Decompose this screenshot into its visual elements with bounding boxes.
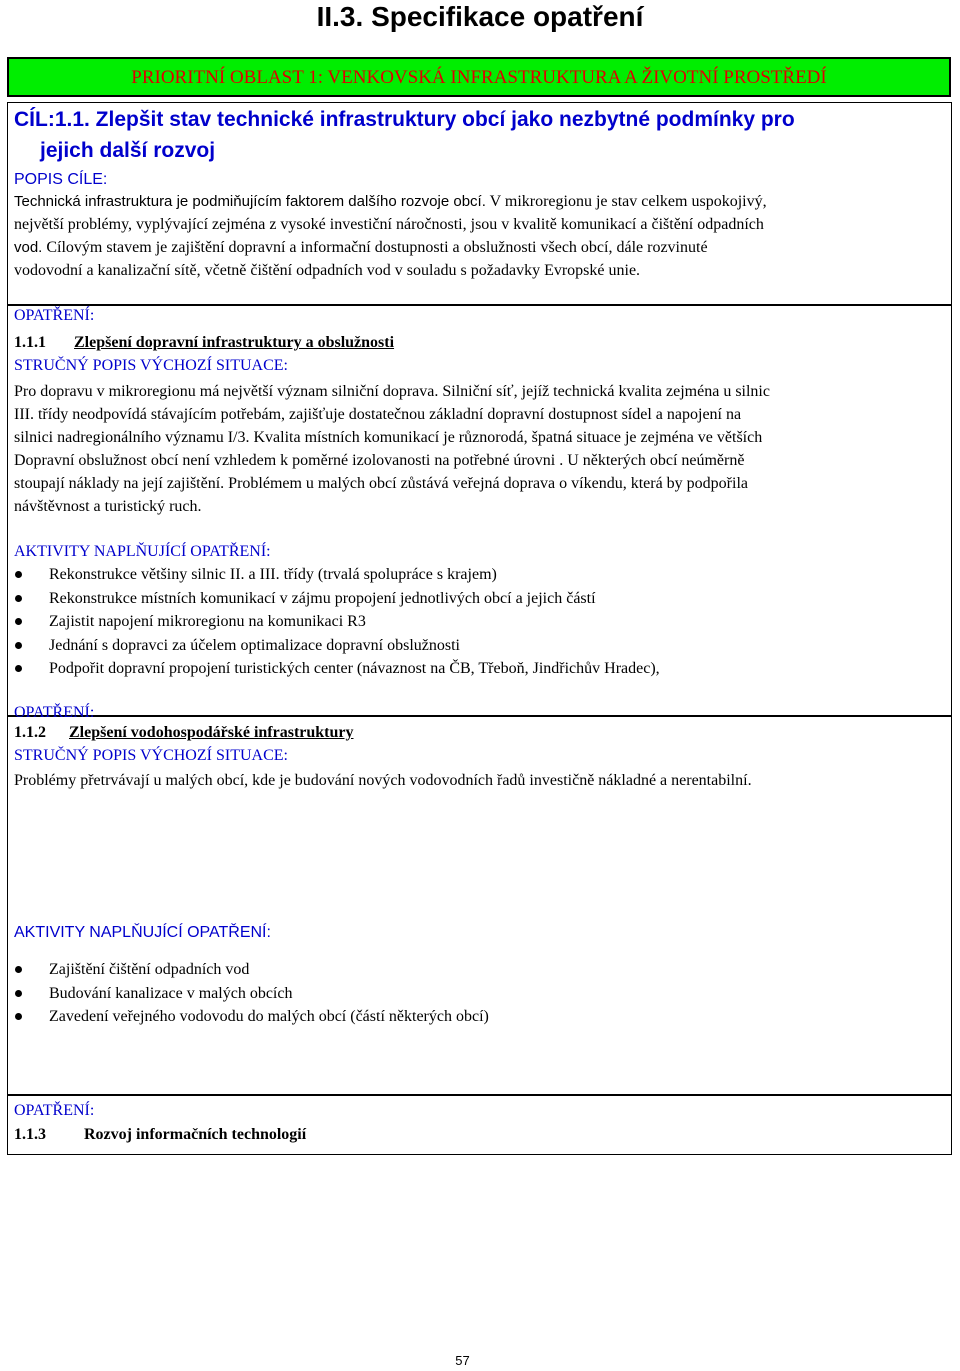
measure-1-situation-line: stoupají náklady na její zajištění. Problémem u malých obcí zůstává veřejná doprava o víkendu, která by podpořila	[14, 475, 748, 492]
page-number: 57	[455, 1353, 470, 1368]
list-item: Rekonstrukce většiny silnic II. a III. třídy (trvalá spolupráce s krajem)	[14, 563, 660, 587]
measure-2-title: Zlepšení vodohospodářské infrastruktury	[69, 724, 354, 741]
goal-description-line1-rest: V mikroregionu je stav celkem uspokojivý,	[485, 193, 767, 210]
list-item: Zajištění čištění odpadních vod	[14, 958, 489, 982]
measure-3-label: OPATŘENÍ:	[14, 1102, 95, 1119]
measure-1-situation	[14, 380, 948, 518]
list-item: Zajistit napojení mikroregionu na komunikaci R3	[14, 610, 660, 634]
measure-1-situation-line: Pro dopravu v mikroregionu má největší význam silniční doprava. Silniční síť, jejíž technická kvalita zejména u silnic	[14, 383, 770, 400]
measure-3-title: Rozvoj informačních technologií	[84, 1126, 307, 1143]
measure-2-activities-label: AKTIVITY NAPLŇUJÍCÍ OPATŘENÍ:	[14, 924, 271, 941]
goal-description-label: POPIS CÍLE:	[14, 171, 108, 188]
measure-1-number: 1.1.1	[14, 334, 46, 351]
priority-area-banner: PRIORITNÍ OBLAST 1: VENKOVSKÁ INFRASTRUKTURA A ŽIVOTNÍ PROSTŘEDÍ	[7, 57, 951, 97]
goal-description-line-2: největší problémy, vyplývající zejména z vysoké investiční náročnosti, jsou v kvalitě komunikací a čištění odpadních	[14, 216, 764, 233]
measure-1-situation-line: Dopravní obslužnost obcí není vzhledem k poměrné izolovanosti na potřebné úrovni . U některých obcí neúměrně	[14, 452, 745, 469]
measure-1-label: OPATŘENÍ:	[14, 307, 95, 324]
goal-description-line-3	[14, 236, 948, 259]
list-item: Budování kanalizace v malých obcích	[14, 982, 489, 1006]
measure-1-situation-line: silnici nadregionálního významu I/3. Kvalita místních komunikací je různorodá, špatná situace je zejména ve větších	[14, 429, 763, 446]
list-item: Rekonstrukce místních komunikací v zájmu propojení jednotlivých obcí a jejich částí	[14, 587, 660, 611]
goal-title-line-1: CÍL:1.1. Zlepšit stav technické infrastruktury obcí jako nezbytné podmínky pro	[14, 108, 795, 131]
measure-1-activities-label: AKTIVITY NAPLŇUJÍCÍ OPATŘENÍ:	[14, 543, 271, 560]
measure-2-number: 1.1.2	[14, 724, 46, 741]
measure-1-situation-label: STRUČNÝ POPIS VÝCHOZÍ SITUACE:	[14, 357, 288, 374]
goal-description-line-1	[14, 190, 948, 213]
measure-1-title: Zlepšení dopravní infrastruktury a obslužnosti	[74, 334, 395, 351]
measure-1-heading	[14, 333, 394, 353]
measure-1-situation-line: návštěvnost a turistický ruch.	[14, 498, 202, 515]
measure-2-activities-list	[14, 958, 489, 1029]
measure-2-situation: Problémy přetrvávají u malých obcí, kde je budování nových vodovodních řadů investičně nákladné a nerentabilní.	[14, 772, 752, 789]
goal-description-line3-rest: Cílovým stavem je zajištění dopravní a informační dostupnosti a obslužnosti všech obcí, dále rozvinuté	[42, 239, 708, 256]
measure-2-heading	[14, 723, 354, 743]
goal-description-sans: Technická infrastruktura je podmiňujícím faktorem dalšího rozvoje obcí.	[14, 193, 486, 210]
measure-2-situation-label: STRUČNÝ POPIS VÝCHOZÍ SITUACE:	[14, 747, 288, 764]
measure-1-activities-list	[14, 563, 660, 681]
page-title: II.3. Specifikace opatření	[316, 1, 644, 32]
measure-2-label: OPATŘENÍ:	[14, 704, 95, 721]
goal-description-line-4: vodovodní a kanalizační sítě, včetně čištění odpadních vod v souladu s požadavky Evropské unie.	[14, 262, 641, 279]
goal-title-line-2: jejich další rozvoj	[40, 139, 216, 162]
goal-title	[14, 104, 934, 166]
list-item: Zavedení veřejného vodovodu do malých obcí (částí některých obcí)	[14, 1005, 489, 1029]
goal-description	[14, 190, 948, 282]
measure-3-heading	[14, 1125, 306, 1145]
list-item: Jednání s dopravci za účelem optimalizace dopravní obslužnosti	[14, 634, 660, 658]
measure-3-number: 1.1.3	[14, 1126, 46, 1143]
list-item: Podpořit dopravní propojení turistických center (návaznost na ČB, Třeboň, Jindřichův Hradec),	[14, 657, 660, 681]
measure-1-situation-line: III. třídy neodpovídá stávajícím potřebám, zajišťuje dostatečnou základní dopravní dostupnost sídel a napojení na	[14, 406, 742, 423]
goal-description-vod: vod.	[14, 239, 43, 256]
